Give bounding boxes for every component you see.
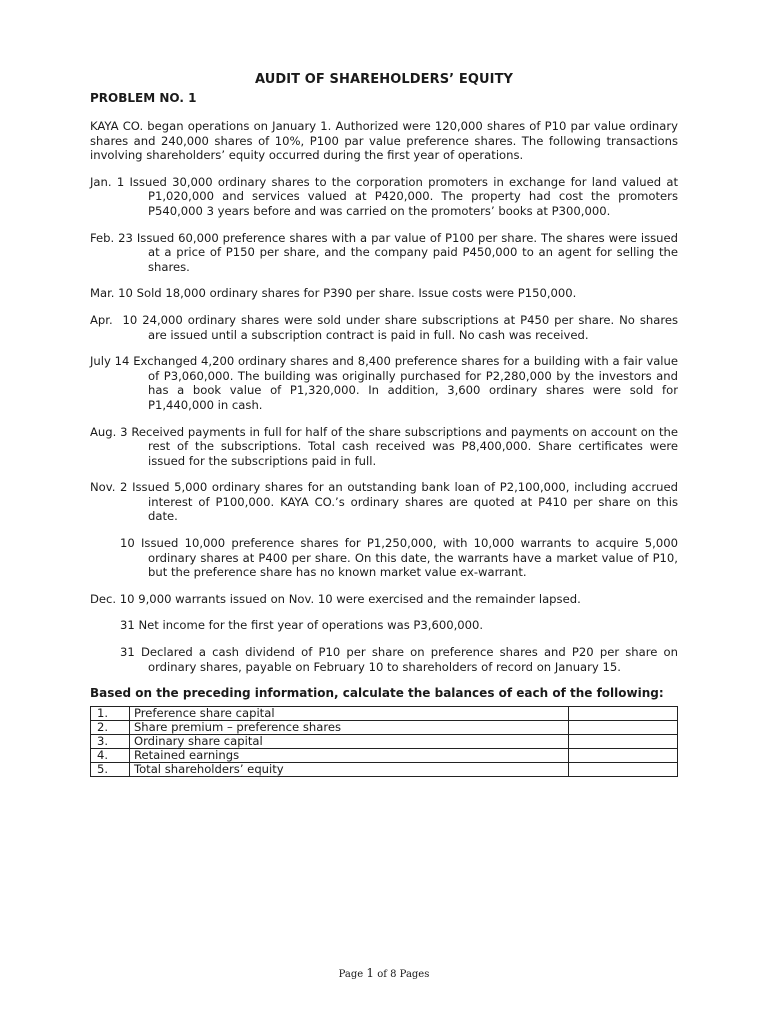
footer-prefix: Page [338,969,367,980]
transaction-text: Issued 10,000 preference shares for P1,250,000, with 10,000 warrants to acquire 5,000 ordinary shares at P400 per share. On this date, the warrants have a market value of P10, but the preference share has no known market value ex-warrant. [141,536,678,580]
row-label: Retained earnings [129,749,568,763]
answer-cell[interactable] [569,721,678,735]
row-label: Total shareholders’ equity [129,763,568,777]
transaction-date: Aug. 3 [90,424,128,439]
transaction-entry [90,592,678,607]
transaction-text: Declared a cash dividend of P10 per share on preference shares and P20 per share on ordinary shares, payable on February 10 to shareholders of record on January 15. [140,645,678,674]
transaction-text: Received payments in full for half of the share subscriptions and payments on account on the rest of the subscriptions. Total cash received was P8,400,000. Share certificates were issued for the subscriptions paid in full. [131,424,678,468]
table-row [91,721,678,735]
transaction-text: Exchanged 4,200 ordinary shares and 8,400 preference shares for a building with a fair value of P3,060,000. The building was originally purchased for P2,280,000 by the investors and has a book value of P1,320,000. In addition, 3,600 ordinary shares were sold for P1,440,000 in cash. [133,354,679,412]
row-number: 2. [91,721,130,735]
transaction-date: Jan. 1 [90,174,125,189]
transaction-entry [90,175,678,219]
transaction-text: Issued 30,000 ordinary shares to the corporation promoters in exchange for land valued at P1,020,000 and services valued at P420,000. The property had cost the promoters P540,000 3 years before and was carried on the promoters’ books at P300,000. [129,174,678,218]
transaction-entry [90,286,678,301]
transaction-text: Net income for the first year of operations was P3,600,000. [138,618,484,633]
transaction-date: 31 [120,645,135,660]
transaction-date: 10 [120,536,135,551]
transaction-text: 24,000 ordinary shares were sold under share subscriptions at P450 per share. No shares are issued until a subscription contract is paid in full. No cash was received. [142,312,678,342]
table-row [91,749,678,763]
answer-cell[interactable] [569,735,678,749]
table-row [91,735,678,749]
transaction-date: 31 [120,618,135,633]
answer-table [90,706,678,777]
transaction-text: Sold 18,000 ordinary shares for P390 per share. Issue costs were P150,000. [136,286,577,301]
answer-cell[interactable] [569,749,678,763]
table-row [91,763,678,777]
transaction-date: Mar. 10 [90,286,133,301]
transaction-entry [90,231,678,275]
row-number: 1. [91,707,130,721]
answer-cell[interactable] [569,763,678,777]
transaction-text: 9,000 warrants issued on Nov. 10 were exercised and the remainder lapsed. [138,591,581,606]
transaction-date: Nov. 2 [90,480,128,495]
transaction-date: Dec. 10 [90,591,135,606]
transaction-entry [90,354,678,412]
current-page-number: 1 [366,966,375,980]
footer-suffix: Pages [396,969,430,980]
table-row [91,707,678,721]
row-number: 5. [91,763,130,777]
question-heading: Based on the preceding information, calculate the balances of each of the following: [90,686,664,701]
row-label: Preference share capital [129,707,568,721]
transaction-entry [90,645,678,674]
footer-middle: of [374,969,391,980]
transaction-date: July 14 [90,354,130,369]
intro-paragraph: KAYA CO. began operations on January 1. Authorized were 120,000 shares of P10 par value ordinary shares and 240,000 shares of 10%, P100 par value preference shares. The following transactions involving shareholders’ equity occurred during the first year of operations. [90,119,678,163]
transaction-list [90,175,678,674]
transaction-date: Feb. 23 [90,230,133,245]
answer-cell[interactable] [569,707,678,721]
transaction-text: Issued 5,000 ordinary shares for an outstanding bank loan of P2,100,000, including accrued interest of P100,000. KAYA CO.’s ordinary shares are quoted at P410 per share on this date. [132,480,678,524]
row-number: 4. [91,749,130,763]
transaction-date: Apr. 10 [90,312,138,327]
document-page [90,72,678,777]
transaction-entry [90,536,678,580]
page-footer [0,966,768,980]
transaction-text: Issued 60,000 preference shares with a par value of P100 per share. The shares were issued at a price of P150 per share, and the company paid P450,000 to an agent for selling the shares. [136,230,679,274]
transaction-entry [90,480,678,524]
row-label: Ordinary share capital [129,735,568,749]
document-title: AUDIT OF SHAREHOLDERS’ EQUITY [254,72,514,87]
row-number: 3. [91,735,130,749]
row-label: Share premium – preference shares [129,721,568,735]
transaction-entry [90,425,678,469]
transaction-entry [90,313,678,342]
transaction-entry [90,618,678,633]
problem-heading: PROBLEM NO. 1 [90,91,197,105]
total-pages: 8 [390,969,397,980]
